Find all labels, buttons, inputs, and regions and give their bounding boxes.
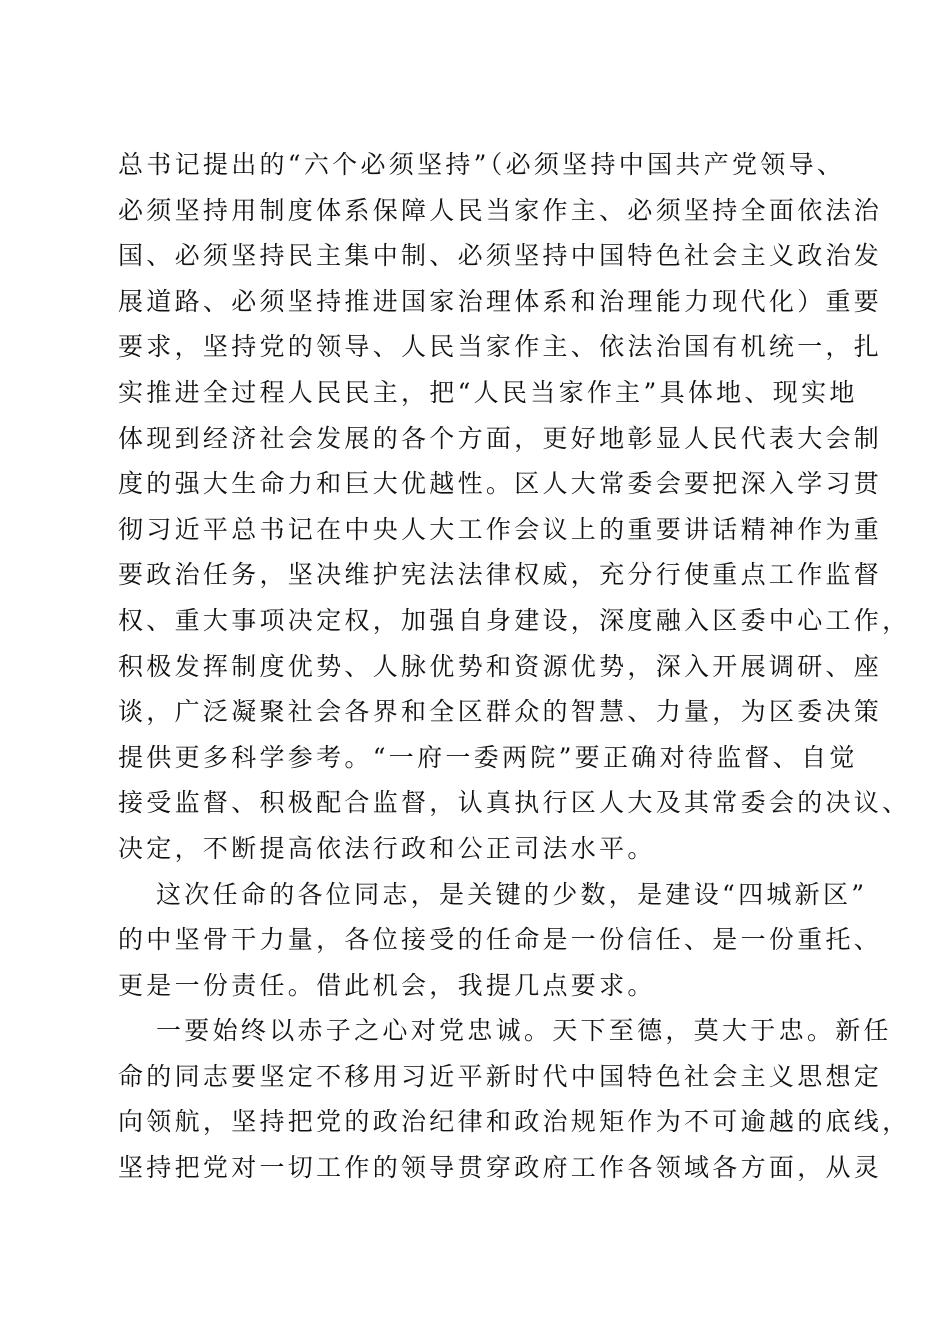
text-line: 展道路、必须坚持推进国家治理体系和治理能力现代化）重要 xyxy=(118,286,883,316)
text-line: 接受监督、积极配合监督，认真执行区人大及其常委会的决议、 xyxy=(118,788,911,818)
text-line: 谈，广泛凝聚社会各界和全区群众的智慧、力量，为区委决策 xyxy=(118,697,883,727)
text-line: 要求，坚持党的领导、人民当家作主、依法治国有机统一，扎 xyxy=(118,332,883,362)
text-line: 命的同志要坚定不移用习近平新时代中国特色社会主义思想定 xyxy=(118,1061,883,1091)
document-body xyxy=(118,142,911,1191)
text-line: 决定，不断提高依法行政和公正司法水平。 xyxy=(118,833,656,863)
paragraph-start-line: 这次任命的各位同志，是关键的少数，是建设“四城新区” xyxy=(156,879,868,909)
text-line: 彻习近平总书记在中央人大工作会议上的重要讲话精神作为重 xyxy=(118,514,883,544)
paragraph-start-line: 一要始终以赤子之心对党忠诚。天下至德，莫大于忠。新任 xyxy=(156,1016,892,1046)
text-line: 总书记提出的“六个必须坚持”（必须坚持中国共产党领导、 xyxy=(118,150,846,179)
text-line: 更是一份责任。借此机会，我提几点要求。 xyxy=(118,970,656,1000)
text-line: 权、重大事项决定权，加强自身建设，深度融入区委中心工作， xyxy=(118,605,911,635)
text-line: 要政治任务，坚决维护宪法法律权威，充分行使重点工作监督 xyxy=(118,560,883,590)
text-line: 的中坚骨干力量，各位接受的任命是一份信任、是一份重托、 xyxy=(118,925,883,955)
text-line: 体现到经济社会发展的各个方面，更好地彰显人民代表大会制 xyxy=(118,423,883,453)
text-line: 坚持把党对一切工作的领导贯穿政府工作各领域各方面，从灵 xyxy=(118,1153,883,1183)
text-line: 积极发挥制度优势、人脉优势和资源优势，深入开展调研、座 xyxy=(118,651,883,681)
text-line: 必须坚持用制度体系保障人民当家作主、必须坚持全面依法治 xyxy=(118,195,883,225)
text-line: 国、必须坚持民主集中制、必须坚持中国特色社会主义政治发 xyxy=(118,241,883,271)
text-line: 提供更多科学参考。“一府一委两院”要正确对待监督、自觉 xyxy=(118,742,858,772)
text-line: 实推进全过程人民民主，把“人民当家作主”具体地、现实地 xyxy=(118,377,858,407)
text-line: 度的强大生命力和巨大优越性。区人大常委会要把深入学习贯 xyxy=(118,469,883,499)
text-line: 向领航，坚持把党的政治纪律和政治规矩作为不可逾越的底线， xyxy=(118,1107,911,1137)
